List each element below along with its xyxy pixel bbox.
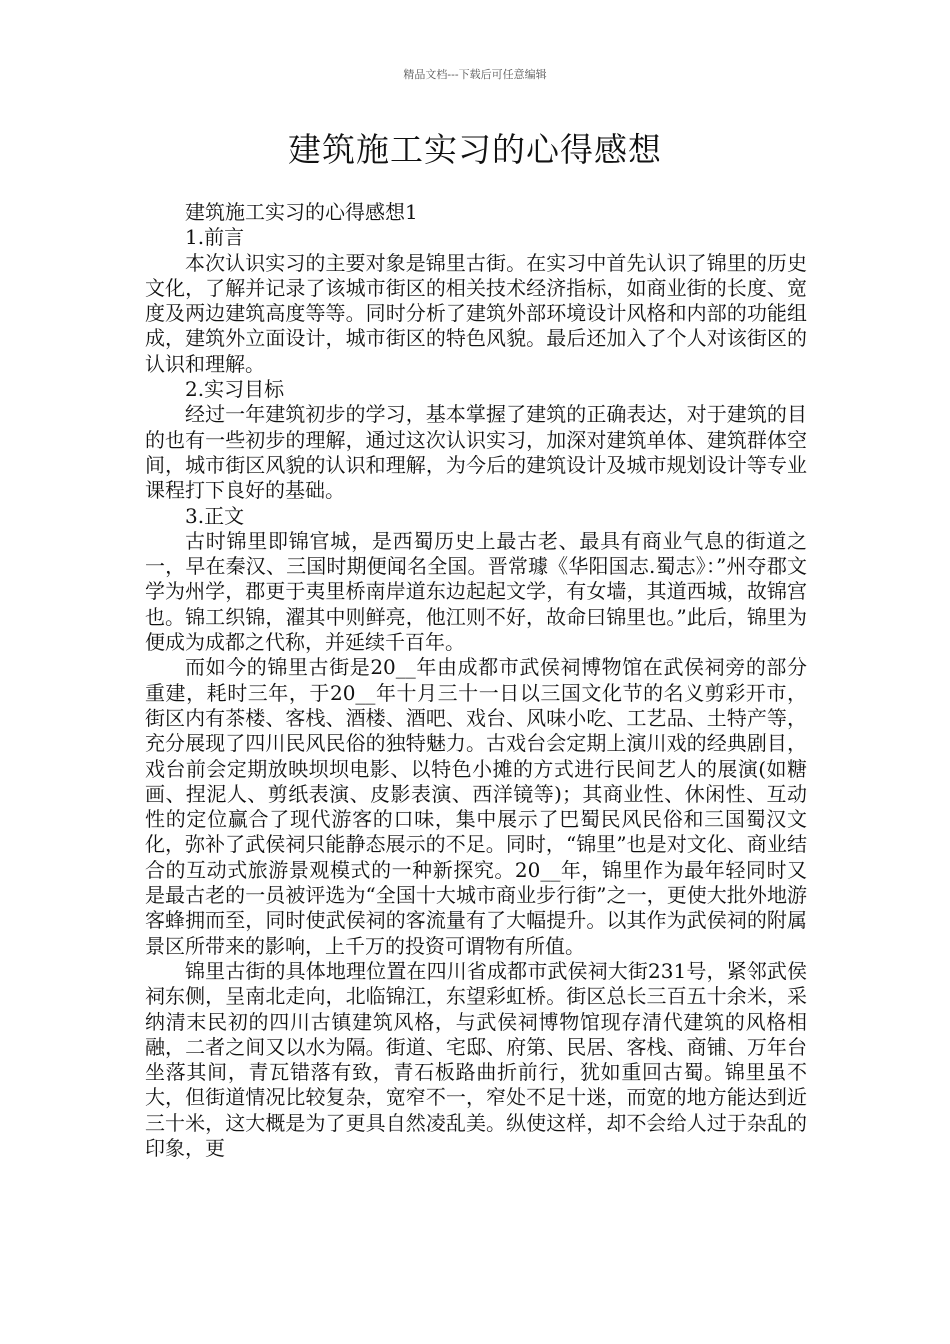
paragraph: 本次认识实习的主要对象是锦里古街。在实习中首先认识了锦里的历史文化，了解并记录了该城市街区的相关技术经济指标，如商业街的长度、宽度及两边建筑高度等等。同时分析了建筑外部环境设计风格和内部的功能组成，建筑外立面设计，城市街区的特色风貌。最后还加入了个人对该街区的认识和理解。 xyxy=(145,250,807,376)
document-title: 建筑施工实习的心得感想 xyxy=(288,130,662,169)
section-heading: 建筑施工实习的心得感想1 xyxy=(185,200,418,224)
paragraph: 而如今的锦里古街是20__年由成都市武侯祠博物馆在武侯祠旁的部分重建，耗时三年，于20__年十月三十一日以三国文化节的名义剪彩开市，街区内有茶楼、客栈、酒楼、酒吧、戏台、风味小吃、工艺品、土特产等，充分展现了四川民风民俗的独特魅力。古戏台会定期上演川戏的经典剧目，戏台前会定期放映坝坝电影、以特色小摊的方式进行民间艺人的展演(如糖画、捏泥人、剪纸表演、皮影表演、西洋镜等)；其商业性、休闲性、互动性的定位赢合了现代游客的口味，集中展示了巴蜀民风民俗和三国蜀汉文化，弥补了武侯祠只能静态展示的不足。同时，“锦里”也是对文化、商业结合的互动式旅游景观模式的一种新探究。20__年，锦里作为最年轻同时又是最古老的一员被评选为“全国十大城市商业步行街”之一，更使大批外地游客蜂拥而至，同时使武侯祠的客流量有了大幅提升。以其作为武侯祠的附属景区所带来的影响，上千万的投资可谓物有所值。 xyxy=(145,655,807,958)
document-body xyxy=(145,200,807,1161)
section-heading: 2.实习目标 xyxy=(185,377,285,402)
page-header: 精品文档---下载后可任意编辑 xyxy=(403,68,547,81)
section-heading: 3.正文 xyxy=(185,503,245,528)
paragraph: 锦里古街的具体地理位置在四川省成都市武侯祠大街231号，紧邻武侯祠东侧，呈南北走向，北临锦江，东望彩虹桥。街区总长三百五十余米，采纳清末民初的四川古镇建筑风格，与武侯祠博物馆现存清代建筑的风格相融，二者之间又以水为隔。街道、宅邸、府第、民居、客栈、商铺、万年台坐落其间，青瓦错落有致，青石板路曲折前行，犹如重回古蜀。锦里虽不大，但街道情况比较复杂，宽窄不一，窄处不足十迷，而宽的地方能达到近三十米，这大概是为了更具自然凌乱美。纵使这样，却不会给人过于杂乱的印象，更 xyxy=(145,958,807,1160)
paragraph: 古时锦里即锦官城，是西蜀历史上最古老、最具有商业气息的街道之一，早在秦汉、三国时期便闻名全国。晋常璩《华阳国志.蜀志》：”州夺郡文学为州学，郡更于夷里桥南岸道东边起起文学，有女墙，其道西城，故锦宫也。锦工织锦，濯其中则鲜亮，他江则不好，故命曰锦里也。”此后，锦里为便成为成都之代称，并延续千百年。 xyxy=(145,528,807,655)
section-heading: 1.前言 xyxy=(185,225,245,250)
paragraph: 经过一年建筑初步的学习，基本掌握了建筑的正确表达，对于建筑的目的也有一些初步的理解，通过这次认识实习，加深对建筑单体、建筑群体空间，城市街区风貌的认识和理解，为今后的建筑设计及城市规划设计等专业课程打下良好的基础。 xyxy=(145,402,807,503)
